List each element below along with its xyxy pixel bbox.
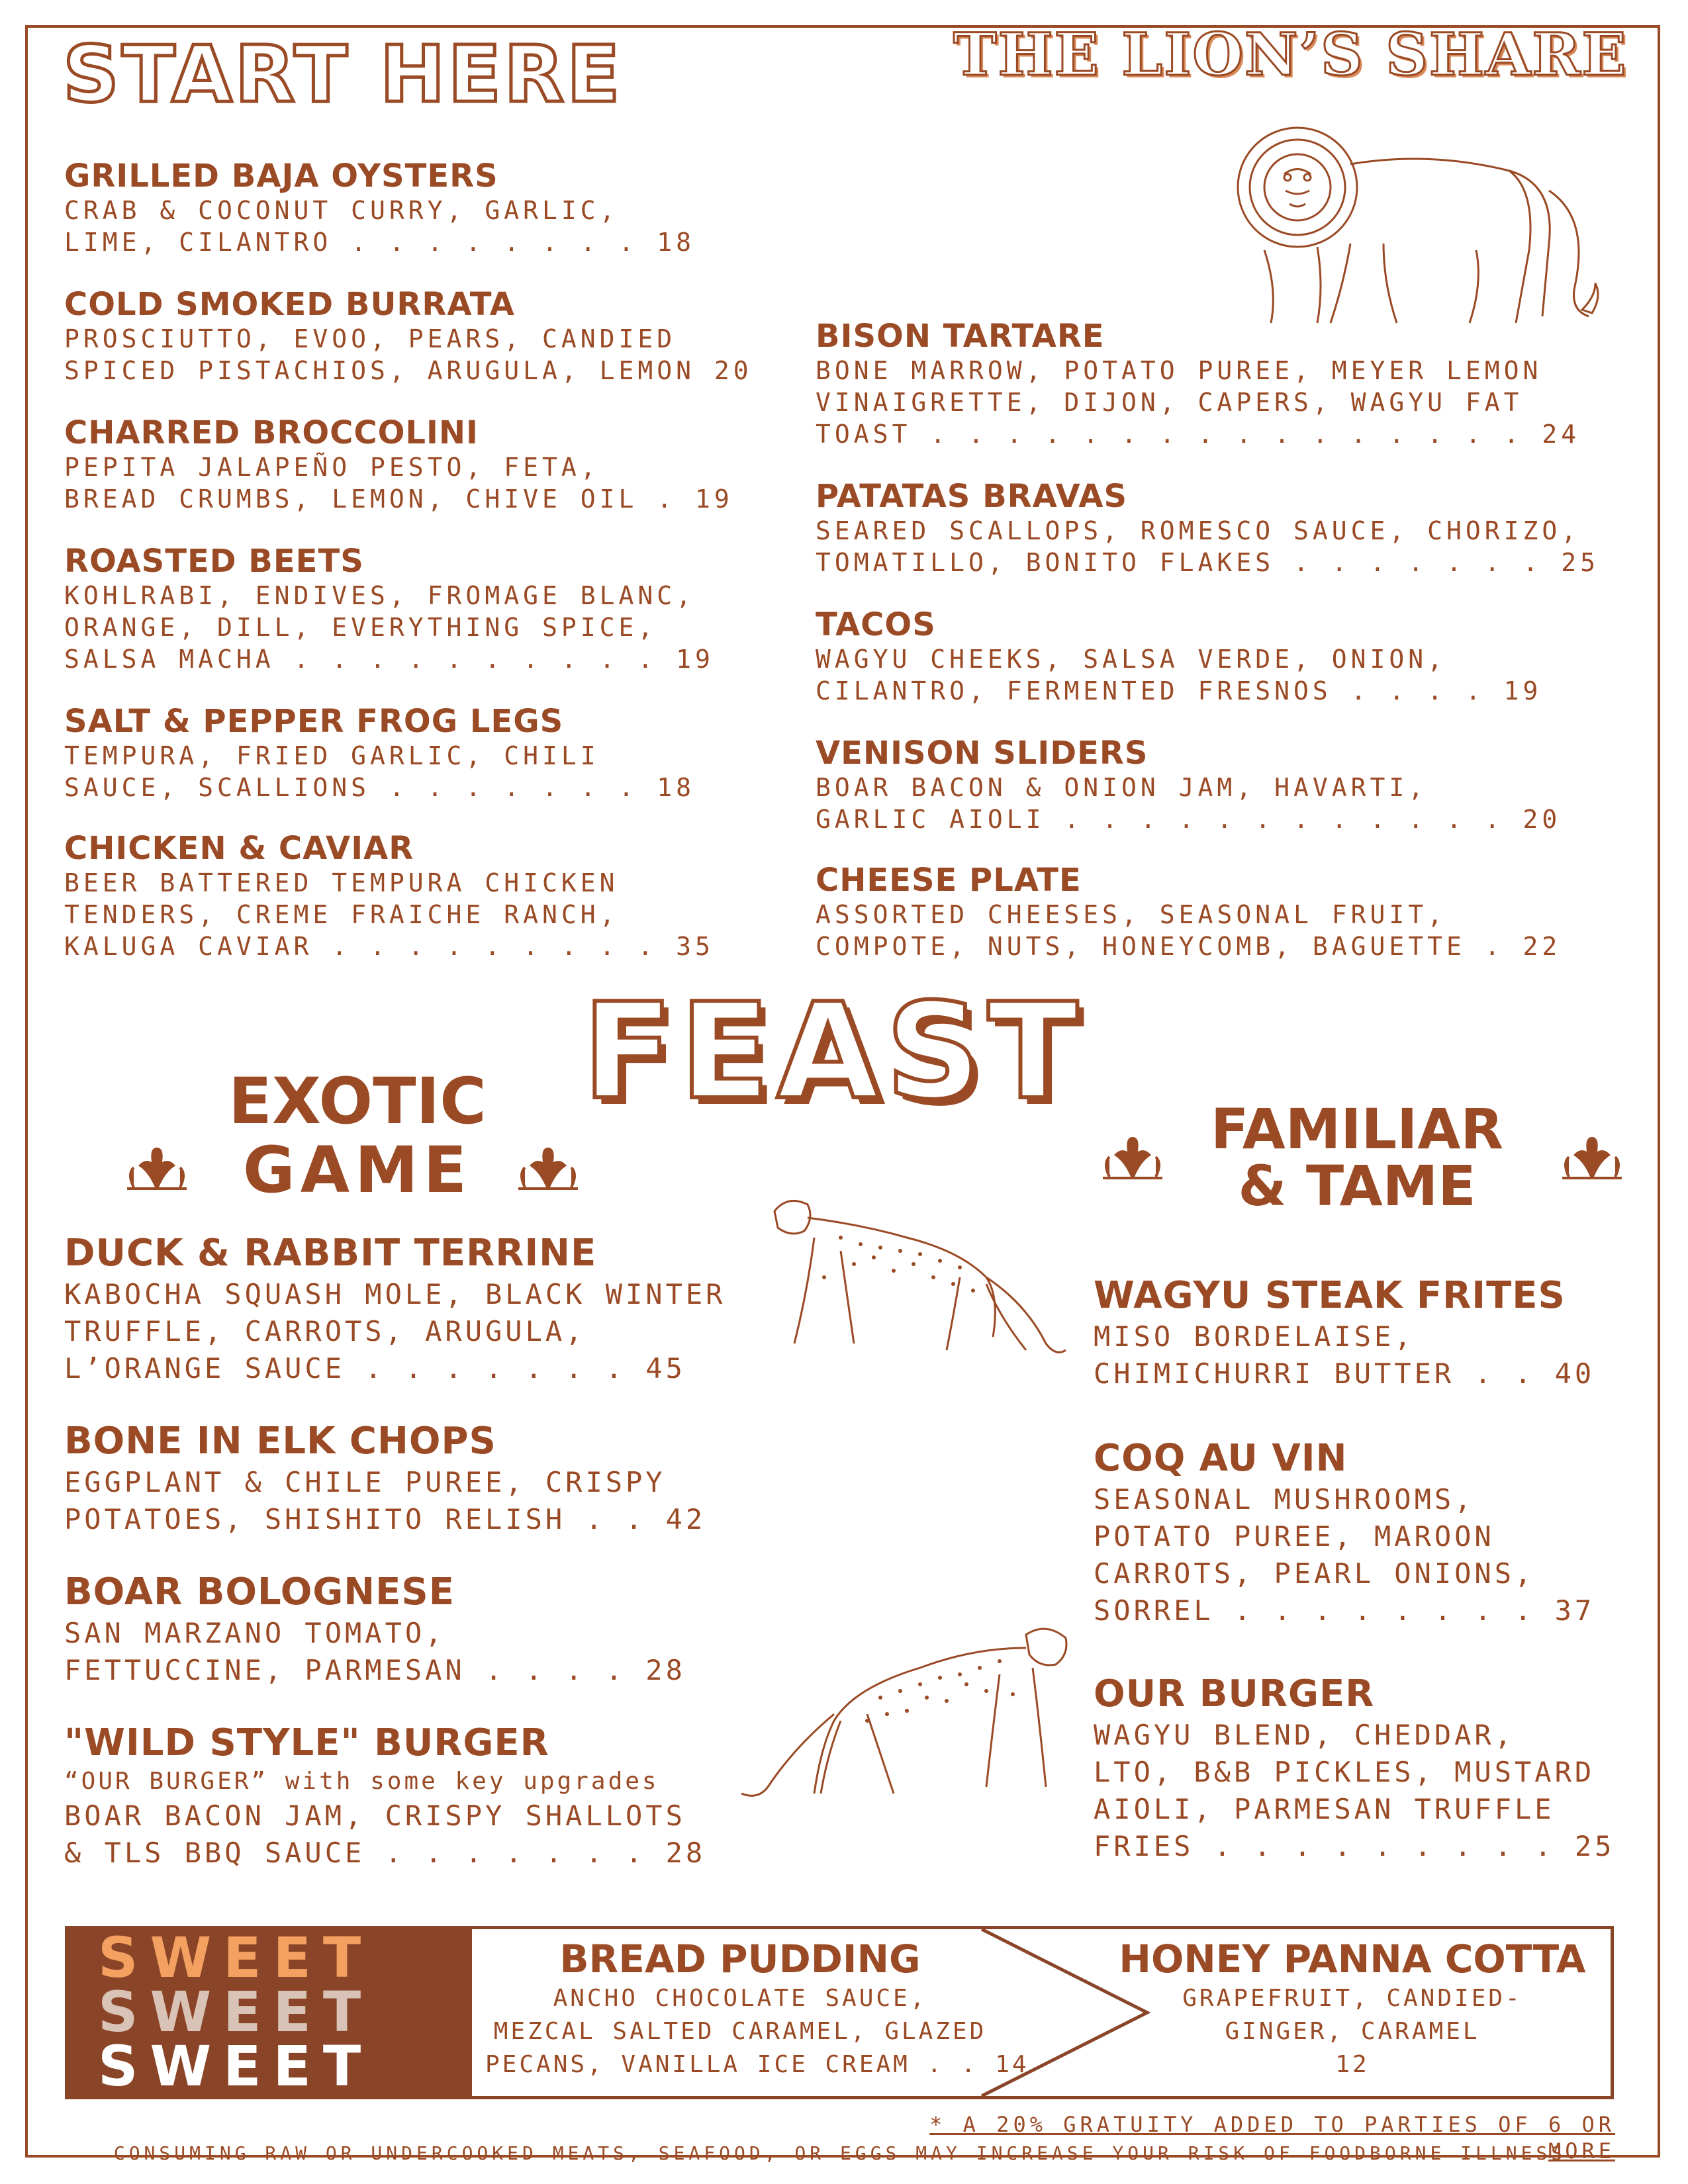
dish-name: "WILD STYLE" BURGER [64,1721,549,1764]
familiar-item [1094,1273,1636,1392]
dish-name: BONE IN ELK CHOPS [64,1420,496,1463]
dish-desc: SAN MARZANO TOMATO, FETTUCCINE, PARMESAN . . . . 28 [64,1617,686,1686]
dessert-panel [469,1926,1614,2099]
starter-item [816,862,1636,962]
dessert-desc: ANCHO CHOCOLATE SAUCE, MEZCAL SALTED CARAMEL, GLAZED PECANS, VANILLA ICE CREAM . . 14 [485,1985,1029,2078]
dessert-name: BREAD PUDDING [559,1936,921,1981]
dish-name: BOAR BOLOGNESE [64,1570,455,1614]
starter-item [64,414,766,515]
starter-item [816,735,1636,835]
dish-name: OUR BURGER [1094,1672,1375,1715]
dessert-desc: GRAPEFRUIT, CANDIED- GINGER, CARAMEL 12 [1182,1985,1523,2078]
dish-desc: PROSCIUTTO, EVOO, PEARS, CANDIED SPICED PISTACHIOS, ARUGULA, LEMON 20 [64,324,753,385]
dish-desc: EGGPLANT & CHILE PUREE, CRISPY POTATOES, SHISHITO RELISH . . 42 [64,1466,706,1535]
dish-name: GRILLED BAJA OYSTERS [64,158,498,195]
dish-desc: BONE MARROW, POTATO PUREE, MEYER LEMON VINAIGRETTE, DIJON, CAPERS, WAGYU FAT TOAST . . . . . . . . . . . . . . . . 24 [816,356,1581,449]
dish-desc: ASSORTED CHEESES, SEASONAL FRUIT, COMPOTE, NUTS, HONEYCOMB, BAGUETTE . 22 [816,900,1562,961]
dish-name: CHICKEN & CAVIAR [64,830,414,867]
dish-name: DUCK & RABBIT TERRINE [64,1232,597,1275]
ornament-icon [1556,1137,1628,1183]
dish-name: BISON TARTARE [816,318,1105,355]
dish-desc: BOAR BACON & ONION JAM, HAVARTI, GARLIC AIOLI . . . . . . . . . . . . 20 [816,773,1562,834]
feast-title: FEAST [583,975,1085,1129]
brand-title: THE LION’S SHARE [953,20,1628,89]
start-here-title: START HERE [63,28,623,120]
familiar-item [1094,1672,1636,1865]
lion-icon [1211,111,1628,330]
dish-desc: BOAR BACON JAM, CRISPY SHALLOTS & TLS BBQ SAUCE . . . . . . . 28 [64,1799,706,1869]
cheetah-icon [735,1615,1092,1807]
starter-item [816,606,1636,707]
starter-item [816,318,1636,450]
dish-desc: TEMPURA, FRIED GARLIC, CHILI SAUCE, SCALLIONS . . . . . . . 18 [64,741,695,802]
familiar-heading-line2: & TAME [1238,1154,1476,1218]
starter-item [64,286,766,387]
dish-desc: BEER BATTERED TEMPURA CHICKEN TENDERS, CREME FRAICHE RANCH, KALUGA CAVIAR . . . . . . . . . 35 [64,868,714,961]
dish-name: SALT & PEPPER FROG LEGS [64,703,564,740]
dish-desc: MISO BORDELAISE, CHIMICHURRI BUTTER . . 40 [1094,1320,1595,1390]
gratuity-note: * A 20% GRATUITY ADDED TO PARTIES OF 6 OR MORE [929,2112,1615,2163]
dessert-item [1107,1936,1597,2081]
dish-desc: WAGYU CHEEKS, SALSA VERDE, ONION, CILANTRO, FERMENTED FRESNOS . . . . 19 [816,645,1542,705]
sweet-panel [65,1926,469,2099]
starter-item [64,703,766,803]
ornament-icon [512,1148,585,1194]
dish-desc: PEPITA JALAPEÑO PESTO, FETA, BREAD CRUMBS, LEMON, CHIVE OIL . 19 [64,453,733,514]
sweet-line-2: SWEET [98,1979,373,2044]
food-safety-warning: CONSUMING RAW OR UNDERCOOKED MEATS, SEAFOOD, OR EGGS MAY INCREASE YOUR RISK OF FOODBORNE ILLNESS [113,2142,1567,2164]
starter-item [64,543,766,675]
sweet-line-1: SWEET [98,1925,373,1990]
exotic-item [64,1419,766,1538]
exotic-heading-line2: GAME [242,1133,473,1207]
dish-name: TACOS [816,606,936,643]
ornament-icon [120,1148,193,1194]
dish-name: COQ AU VIN [1094,1437,1348,1480]
dish-name: ROASTED BEETS [64,543,364,580]
dish-name: CHEESE PLATE [816,862,1082,899]
dish-name: VENISON SLIDERS [816,735,1149,772]
exotic-heading-line1: EXOTIC [228,1064,487,1138]
starter-item [64,158,766,258]
cheetah-icon [761,1191,1079,1363]
dish-name: CHARRED BROCCOLINI [64,414,479,451]
dish-name: PATATAS BRAVAS [816,478,1128,515]
dessert-item [485,1936,1029,2081]
dessert-name: HONEY PANNA COTTA [1119,1936,1586,1981]
starter-item [64,830,766,962]
dish-desc: KOHLRABI, ENDIVES, FROMAGE BLANC, ORANGE, DILL, EVERYTHING SPICE, SALSA MACHA . . . . . . . . . . 19 [64,581,714,674]
dish-name: WAGYU STEAK FRITES [1094,1274,1566,1317]
sweet-line-3: SWEET [98,2034,373,2099]
ornament-icon [1096,1137,1169,1183]
exotic-item [64,1231,766,1387]
exotic-item [64,1721,766,1872]
starter-item [816,478,1636,578]
dish-desc: SEASONAL MUSHROOMS, POTATO PUREE, MAROON CARROTS, PEARL ONIONS, SORREL . . . . . . . . 37 [1094,1483,1595,1627]
dish-desc: CRAB & COCONUT CURRY, GARLIC, LIME, CILANTRO . . . . . . . . 18 [64,196,695,257]
familiar-heading-line1: FAMILIAR [1210,1097,1504,1161]
dish-desc: WAGYU BLEND, CHEDDAR, LTO, B&B PICKLES, MUSTARD AIOLI, PARMESAN TRUFFLE FRIES . . . . . . . . . 25 [1094,1719,1615,1862]
dish-note: “OUR BURGER” with some key upgrades [64,1768,659,1795]
dish-desc: SEARED SCALLOPS, ROMESCO SAUCE, CHORIZO, TOMATILLO, BONITO FLAKES . . . . . . . 25 [816,516,1599,577]
dish-name: COLD SMOKED BURRATA [64,286,515,323]
familiar-item [1094,1436,1636,1629]
exotic-item [64,1570,766,1689]
dish-desc: KABOCHA SQUASH MOLE, BLACK WINTER TRUFFLE, CARROTS, ARUGULA, L’ORANGE SAUCE . . . . . . . 45 [64,1278,726,1385]
